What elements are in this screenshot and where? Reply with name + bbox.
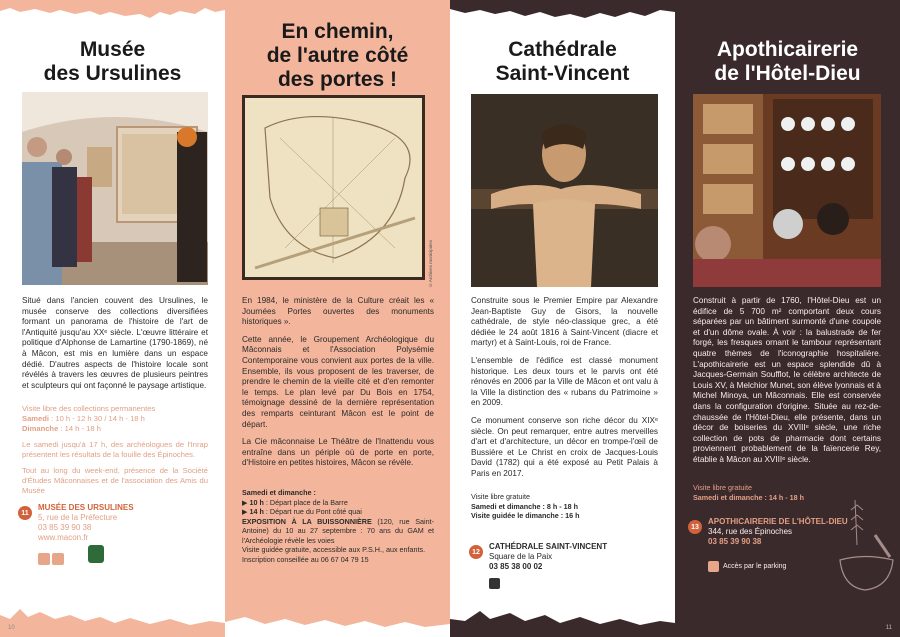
map-marker-13: 13 <box>688 520 702 534</box>
parking-access: Accès par le parking <box>708 561 786 572</box>
address-block: APOTHICAIRERIE DE L'HÔTEL-DIEU 344, rue des Épinoches 03 85 39 90 38 <box>708 517 848 546</box>
wheelchair-icon <box>38 553 50 565</box>
panel-title: En chemin, de l'autre côté des portes ! <box>266 20 409 91</box>
schedule: Samedi et dimanche : ▶ 10 h : Départ place de la Barre ▶ 14 h : Départ rue du Pont côté quai EXPOSITION À LA BUISSONNIÈRE (120, rue Saint-Antoine) du 10 au 27 septembre : 70 ans du GAM et l'Archéologie révèle les voies Visite guidée gratuite, accessible aux P.S.H., aux enfants. Inscription conseillée au 06 67 04 79 15 <box>242 488 434 564</box>
map-marker-12: 12 <box>469 545 483 559</box>
panel-musee-ursulines <box>0 0 225 637</box>
panel-title: Cathédrale Saint-Vincent <box>495 38 630 85</box>
pharmacy-photo <box>693 94 881 287</box>
city-skyline-bottom-decoration <box>225 597 450 637</box>
panel-apothicairerie <box>675 0 900 637</box>
hearing-icon <box>52 553 64 565</box>
accessibility-icons <box>38 550 66 568</box>
mortar-and-lavender-icon <box>835 495 897 595</box>
page-number: 11 <box>885 625 892 631</box>
city-skyline-decoration <box>0 0 225 30</box>
visit-info: Visite libre gratuite Samedi et dimanche : 8 h - 18 h Visite guidée le dimanche : 16 h <box>471 492 580 520</box>
city-skyline-bottom-decoration <box>450 597 675 637</box>
city-skyline-bottom-decoration <box>0 597 225 637</box>
description: Construit à partir de 1760, l'Hôtel-Dieu est un édifice de 5 700 m² comportant deux cours séparées par un bâtiment surmonté d'une coupole et d'un dôme ovale. À voir : la balustrade de fer forgé, les fresques ornant le tambour représentant quatre thèmes de l'iconographie hospitalière. L'apothicairerie est un espace splendide dû à Jacques-Germain Soufflot, le célèbre architecte de Louis XV, à Melchior Munet, son élève lyonnais et à Michel Minoya, un Mâconnais. Elle est conservée dans la configuration d'origine. Située au rez-de-chaussée de l'Hôtel-Dieu, elle présente, dans un décor de boiseries du XVIIIᵉ siècle, une riche collection de pots de pharmacie dont certains proviennent probablement de la faïencerie Rey, établie à Mâcon au XVIIIᵉ siècle. <box>693 296 881 464</box>
panel-title: Musée des Ursulines <box>43 38 182 85</box>
description: En 1984, le ministère de la Culture créait les « Journées Portes ouvertes des monuments historiques ». Cette année, le Groupement Archéologique du Mâconnais et l'Association Polysémie Contemporaine vous convient aux portes de la ville. Ensemble, ils vous proposent de les traverser, de prendre le chemin de la vieille cité et d'en remonter le temps. Le plan levé par Du Bois en 1754, témoignage dessiné de la dernière représentation des remparts ceinturant Mâcon est le point de départ. La Cie mâconnaise Le Théâtre de l'Inattendu vous entraîne dans un périple où de porte en porte, d'Histoire en petites histoires, Mâcon se révèle. <box>242 296 434 468</box>
wheelchair-icon <box>708 561 719 572</box>
christ-painting-photo <box>471 94 658 287</box>
description: Construite sous le Premier Empire par Alexandre Jean-Baptiste Guy de Gisors, la nouvelle cathédrale, de style néo-classique grec, a été dédiée le 24 août 1816 à Saint-Vincent (diacre et martyr) et à Saint-Louis, roi de France. L'ensemble de l'édifice est classé monument historique. Les deux tours et le parvis ont été rénovés en 2006 par la Ville de Mâcon et ont valu à la Ville la distinction des « rubans du Patrimoine » en 2009. Ce monument conserve son riche décor du XIXᵉ siècle. On peut remarquer, entre autres merveilles d'art et d'architecture, un décor en trompe-l'œil de Bussière et Le Christ en croix de Jacques-Louis David (1782) qui a été exposé au Petit Palais à Paris en 2017. <box>471 296 658 478</box>
visit-info: Visite libre des collections permanentes Samedi : 10 h - 12 h 30 / 14 h - 18 h Dimanche : 14 h - 18 h Le samedi jusqu'à 17 h, des archéologues de l'Inrap présentent les résultats de la fouille des Épinoches. Tout au long du week-end, présence de la Société d'Études Mâconnaises et de l'association des Amis du Musée <box>22 404 208 495</box>
description: Situé dans l'ancien couvent des Ursulines, le musée conserve des collections diversifiées formant un panorama de l'histoire de l'art de l'Antiquité jusqu'au XXᵉ siècle. L'œuvre littéraire et politique d'Alphonse de Lamartine (1790-1869), né à Mâcon, est mis en lumière dans un espace dédié. D'autres aspects de l'histoire locale sont révélés à travers les œuvres de plusieurs peintres et sculpteurs qui ont façonné le paysage artistique. <box>22 296 208 390</box>
page-number: 10 <box>8 625 15 631</box>
map-marker-11: 11 <box>18 506 32 520</box>
city-skyline-decoration <box>450 0 675 30</box>
panel-title: Apothicairerie de l'Hôtel-Dieu <box>714 38 861 85</box>
historic-map-image <box>242 95 425 280</box>
visit-info: Visite libre gratuite Samedi et dimanche : 14 h - 18 h <box>693 483 805 502</box>
image-credit: ©Archives municipales <box>428 240 433 288</box>
tourism-handicap-logo-icon <box>88 545 104 563</box>
panel-cathedrale <box>450 0 675 637</box>
address-block: CATHÉDRALE SAINT-VINCENT Square de la Paix 03 85 38 00 02 <box>489 542 608 571</box>
wheelchair-icon <box>489 578 500 589</box>
address-block: MUSÉE DES URSULINES 5, rue de la Préfecture 03 85 39 90 38 www.macon.fr <box>38 503 134 542</box>
museum-photo <box>22 92 208 285</box>
panel-en-chemin <box>225 0 450 637</box>
